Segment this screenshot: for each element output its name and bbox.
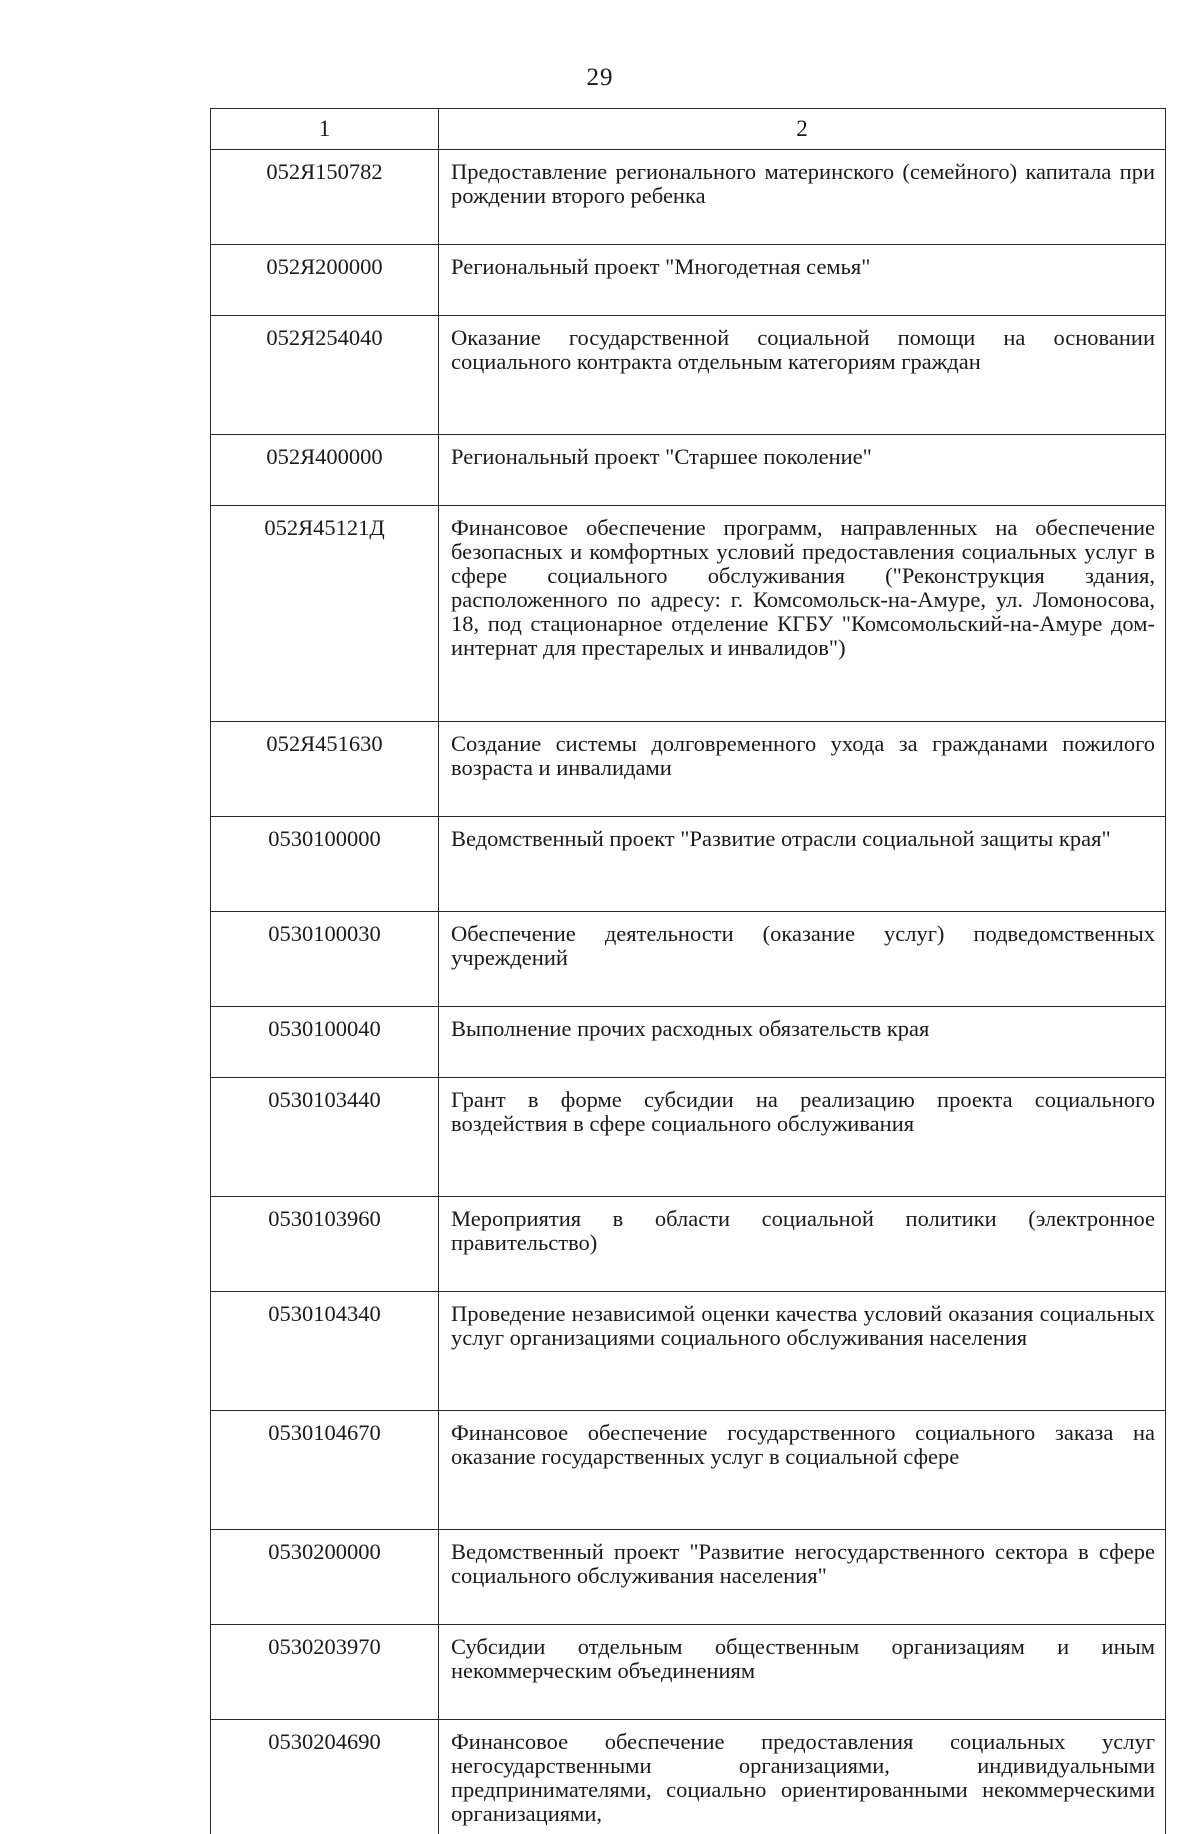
table-row	[211, 150, 1166, 245]
column-header-code: 1	[211, 109, 439, 150]
row-code: 0530204690	[211, 1720, 439, 1834]
table-row	[211, 1530, 1166, 1625]
row-description: Субсидии отдельным общественным организациям и иным некоммерческим объединениям	[439, 1625, 1166, 1720]
table-row	[211, 435, 1166, 506]
row-description: Ведомственный проект "Развитие негосударственного сектора в сфере социального обслуживания населения"	[439, 1530, 1166, 1625]
table-row	[211, 1197, 1166, 1292]
table-row	[211, 1007, 1166, 1078]
column-header-description: 2	[439, 109, 1166, 150]
table-row	[211, 1625, 1166, 1720]
row-code: 0530100040	[211, 1007, 439, 1078]
table-row	[211, 1292, 1166, 1411]
row-code: 052Я45121Д	[211, 506, 439, 722]
table-row	[211, 1078, 1166, 1197]
row-description: Проведение независимой оценки качества условий оказания социальных услуг организациями социального обслуживания населения	[439, 1292, 1166, 1411]
row-description: Финансовое обеспечение предоставления социальных услуг негосударственными организациями, индивидуальными предпринимателями, социально ориентированными некоммерческими организациями,	[439, 1720, 1166, 1834]
row-description: Финансовое обеспечение программ, направленных на обеспечение безопасных и комфортных условий предоставления социальных услуг в сфере социального обслуживания ("Реконструкция здания, расположенного по адресу: г. Комсомольск-на-Амуре, ул. Ломоносова, 18, под стационарное отделение КГБУ "Комсомольский-на-Амуре дом-интернат для престарелых и инвалидов")	[439, 506, 1166, 722]
row-code: 052Я200000	[211, 245, 439, 316]
row-code: 0530200000	[211, 1530, 439, 1625]
table-row	[211, 506, 1166, 722]
row-code: 052Я400000	[211, 435, 439, 506]
row-description: Оказание государственной социальной помощи на основании социального контракта отдельным категориям граждан	[439, 316, 1166, 435]
page-number: 29	[0, 64, 1200, 92]
row-code: 0530103440	[211, 1078, 439, 1197]
row-code: 052Я150782	[211, 150, 439, 245]
row-description: Мероприятия в области социальной политики (электронное правительство)	[439, 1197, 1166, 1292]
row-code: 0530203970	[211, 1625, 439, 1720]
row-description: Обеспечение деятельности (оказание услуг) подведомственных учреждений	[439, 912, 1166, 1007]
table-header-row	[211, 109, 1166, 150]
row-code: 0530104340	[211, 1292, 439, 1411]
row-description: Региональный проект "Многодетная семья"	[439, 245, 1166, 316]
table-row	[211, 1720, 1166, 1834]
row-description: Грант в форме субсидии на реализацию проекта социального воздействия в сфере социального обслуживания	[439, 1078, 1166, 1197]
row-description: Финансовое обеспечение государственного социального заказа на оказание государственных услуг в социальной сфере	[439, 1411, 1166, 1530]
table-row	[211, 245, 1166, 316]
row-description: Предоставление регионального материнского (семейного) капитала при рождении второго ребенка	[439, 150, 1166, 245]
row-code: 0530100000	[211, 817, 439, 912]
row-description: Выполнение прочих расходных обязательств края	[439, 1007, 1166, 1078]
table-row	[211, 316, 1166, 435]
row-code: 0530100030	[211, 912, 439, 1007]
budget-codes-table	[210, 108, 1166, 1834]
row-description: Региональный проект "Старшее поколение"	[439, 435, 1166, 506]
row-code: 052Я451630	[211, 722, 439, 817]
table-row	[211, 817, 1166, 912]
row-description: Ведомственный проект "Развитие отрасли социальной защиты края"	[439, 817, 1166, 912]
row-code: 0530104670	[211, 1411, 439, 1530]
table-row	[211, 722, 1166, 817]
row-code: 0530103960	[211, 1197, 439, 1292]
table-row	[211, 1411, 1166, 1530]
table-row	[211, 912, 1166, 1007]
row-description: Создание системы долговременного ухода за гражданами пожилого возраста и инвалидами	[439, 722, 1166, 817]
row-code: 052Я254040	[211, 316, 439, 435]
